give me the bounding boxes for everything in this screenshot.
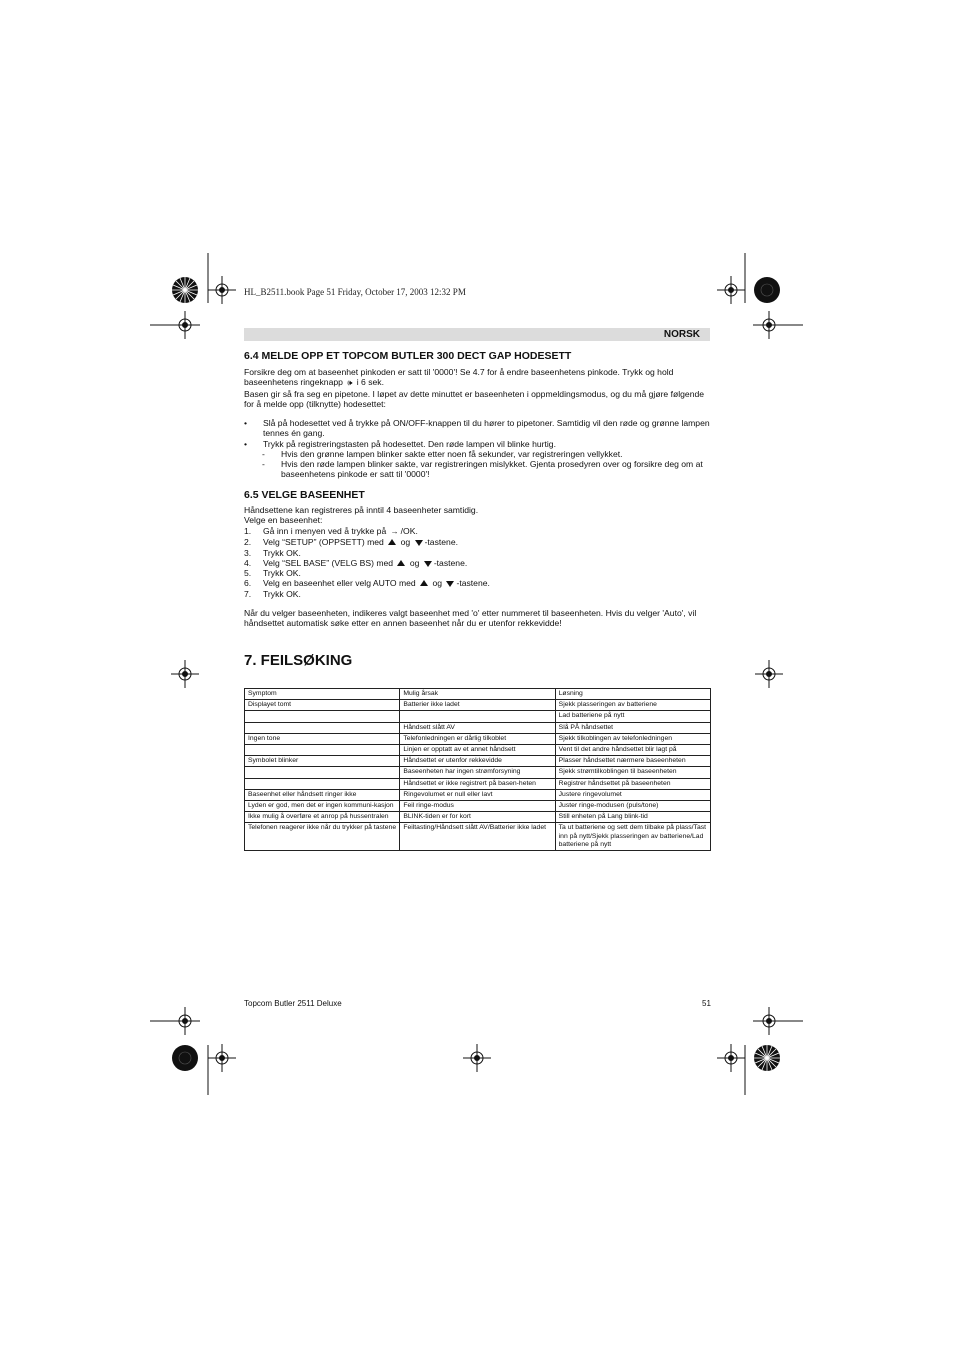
table-cell: Håndsettet er ikke registrert på basen-heten <box>400 778 555 789</box>
table-cell: Ta ut batteriene og sett dem tilbake på plass/Tast inn på nytt/Sjekk plasseringen av batteriene/Lad batteriene på nytt <box>555 823 710 851</box>
table-cell: Feil ringe-modus <box>400 801 555 812</box>
table-cell: Ikke mulig å overføre et anrop på hussentralen <box>245 812 400 823</box>
intro-line: Basen gir så fra seg en pipetone. I løpet av dette minuttet er baseenheten i oppmeldingsmodus, og du må gjøre følgende for å melde opp (tilknytte) hodesettet: <box>244 388 705 409</box>
table-row <box>245 812 711 823</box>
table-cell: Symptom <box>245 689 400 700</box>
footer-product: Topcom Butler 2511 Deluxe <box>244 999 342 1008</box>
down-arrow-icon <box>424 561 432 567</box>
table-cell: Lyden er god, men det er ingen kommuni-kasjon <box>245 801 400 812</box>
table-cell: Linjen er opptatt av et annet håndsett <box>400 745 555 756</box>
table-cell: Telefonledningen er dårlig tilkoblet <box>400 733 555 744</box>
section-64-intro <box>244 367 714 409</box>
table-cell: Ingen tone <box>245 733 400 744</box>
section-65-heading: 6.5 VELGE BASEENHET <box>244 489 365 501</box>
up-arrow-icon <box>397 560 405 566</box>
table-row <box>245 789 711 800</box>
bullet-icon: • <box>244 418 248 428</box>
sub-list-item: - Hvis den røde lampen blinker sakte, var registreringen mislykket. Gjenta prosedyren over og forsikre deg om at baseenhetens pinkode er satt til '0000'! <box>262 459 703 480</box>
language-label: NORSK <box>663 329 700 340</box>
table-row <box>245 745 711 756</box>
table-cell <box>245 711 400 722</box>
bullet-icon: • <box>244 438 248 449</box>
table-cell: Sjekk strømtilkoblingen til baseenheten <box>555 767 710 778</box>
table-cell <box>245 778 400 789</box>
sub-list-item: - Hvis den grønne lampen blinker sakte etter noen få sekunder, var registreringen vellykket. <box>262 448 623 459</box>
table-cell: Sjekk tilkoblingen av telefonledningen <box>555 733 710 744</box>
table-cell: Juster ringe-modusen (puls/tone) <box>555 801 710 812</box>
down-arrow-icon <box>415 540 423 546</box>
table-cell: Telefonen reagerer ikke når du trykker på tastene <box>245 823 400 851</box>
list-item: • Trykk på registreringstasten på hodesettet. Den røde lampen vil blinke hurtig. <box>244 438 556 449</box>
section-65-intro: Håndsettene kan registreres på inntil 4 baseenheter samtidig. Velge en baseenhet: <box>244 505 479 526</box>
table-row <box>245 823 711 851</box>
table-cell: Sjekk plasseringen av batteriene <box>555 700 710 711</box>
table-cell <box>245 745 400 756</box>
table-cell <box>245 722 400 733</box>
table-cell <box>245 767 400 778</box>
step-item: 3. Trykk OK. <box>244 547 301 558</box>
step-item: 7. Trykk OK. <box>244 588 301 599</box>
language-bar <box>244 328 710 341</box>
table-row <box>245 767 711 778</box>
table-cell: Justere ringevolumet <box>555 789 710 800</box>
table-row <box>245 711 711 722</box>
table-cell <box>400 711 555 722</box>
table-cell: Mulig årsak <box>400 689 555 700</box>
table-cell: Håndsett slått AV <box>400 722 555 733</box>
footer-page-number: 51 <box>702 999 711 1008</box>
table-cell: Lad batteriene på nytt <box>555 711 710 722</box>
section-65-note: Når du velger baseenheten, indikeres valgt baseenhet med 'o' etter nummeret til baseenheten. Hvis du velger 'Auto', vil håndsettet automatisk søke etter en annen baseenhet når du er utenfor rekkevidde! <box>244 608 697 629</box>
table-cell: Batterier ikke ladet <box>400 700 555 711</box>
step-item: 6. Velg en baseenhet eller velg AUTO med og -tastene. <box>244 578 490 589</box>
intro-line: baseenhetens ringeknapp 🕪︎ i 6 sek. <box>244 377 384 388</box>
chapter-title: 7. FEILSØKING <box>244 652 353 669</box>
list-item: • Slå på hodesettet ved å trykke på ON/OFF-knappen til du hører to pipetoner. Samtidig vil den røde og grønne lampen tennes én gang. <box>244 418 710 439</box>
table-cell: Vent til det andre håndsettet blir lagt på <box>555 745 710 756</box>
table-cell: Håndsettet er utenfor rekkevidde <box>400 756 555 767</box>
up-arrow-icon <box>388 539 396 545</box>
section-64-bullets <box>244 418 714 480</box>
step-item: 2. Velg “SETUP” (OPPSETT) med og -tastene. <box>244 537 459 548</box>
table-row <box>245 778 711 789</box>
section-64-heading: 6.4 MELDE OPP ET TOPCOM BUTLER 300 DECT GAP HODESETT <box>244 350 572 362</box>
table-row <box>245 733 711 744</box>
step-item: 1. Gå inn i menyen ved å trykke på → /OK. <box>244 526 418 536</box>
table-cell: Symbolet blinker <box>245 756 400 767</box>
table-row <box>245 722 711 733</box>
table-cell: Slå PÅ håndsettet <box>555 722 710 733</box>
book-file-header: HL_B2511.book Page 51 Friday, October 17, 2003 12:32 PM <box>244 287 466 297</box>
ring-key-icon: 🕪︎ <box>347 378 353 388</box>
table-row <box>245 700 711 711</box>
step-item: 4. Velg “SEL BASE” (VELG BS) med og -tastene. <box>244 557 468 568</box>
table-row <box>245 756 711 767</box>
step-item: 5. Trykk OK. <box>244 568 301 579</box>
table-cell: Still enheten på Lang blink-tid <box>555 812 710 823</box>
table-cell: BLINK-tiden er for kort <box>400 812 555 823</box>
up-arrow-icon <box>420 580 428 586</box>
section-65-steps <box>244 526 714 599</box>
intro-line: Forsikre deg om at baseenhet pinkoden er satt til '0000'! Se 4.7 for å endre baseenhetens pinkode. Trykk og hold <box>244 367 674 377</box>
down-arrow-icon <box>446 581 454 587</box>
table-cell: Baseenheten har ingen strømforsyning <box>400 767 555 778</box>
table-header-row <box>245 689 711 700</box>
table-cell: Løsning <box>555 689 710 700</box>
table-cell: Ringevolumet er null eller lavt <box>400 789 555 800</box>
table-cell: Displayet tomt <box>245 700 400 711</box>
menu-key-icon: → <box>390 527 399 536</box>
table-cell: Plasser håndsettet nærmere baseenheten <box>555 756 710 767</box>
table-row <box>245 801 711 812</box>
table-cell: Baseenhet eller håndsett ringer ikke <box>245 789 400 800</box>
table-cell: Feiltasting/Håndsett slått AV/Batterier ikke ladet <box>400 823 555 851</box>
troubleshooting-table <box>244 688 711 851</box>
table-cell: Registrer håndsettet på baseenheten <box>555 778 710 789</box>
